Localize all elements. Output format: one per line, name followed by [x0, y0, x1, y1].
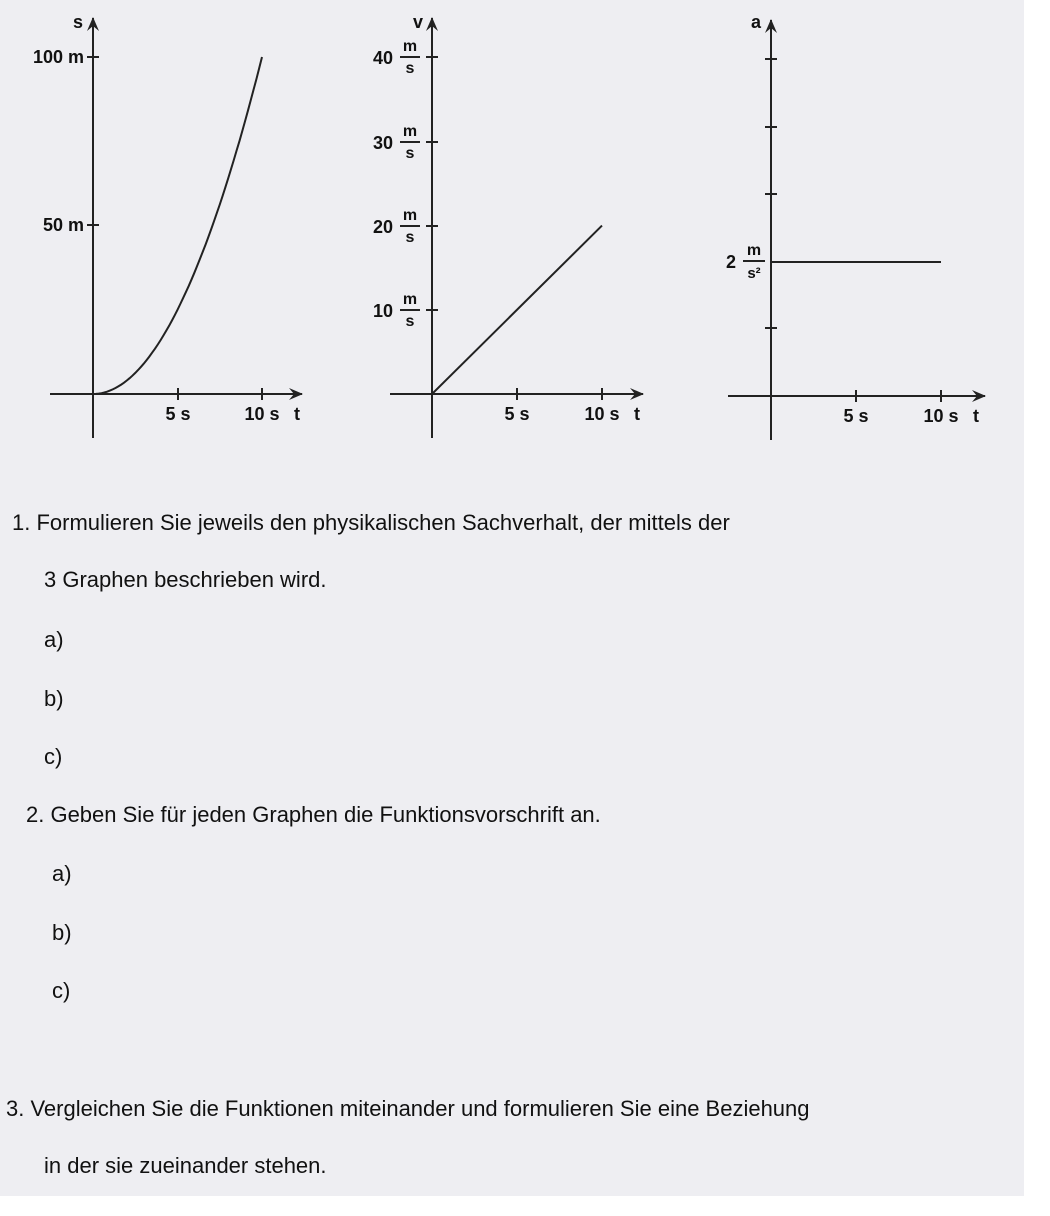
x-tick-label: 10 s: [923, 406, 959, 426]
y-tick-label-2: [726, 242, 765, 282]
unit-numerator: m: [402, 38, 418, 55]
question-2-part-b: b): [52, 920, 72, 945]
unit-denominator: s: [405, 60, 415, 77]
y-tick-label-20: [373, 207, 420, 246]
question-1-part-a: a): [44, 627, 64, 652]
unit-numerator: m: [746, 242, 762, 259]
x-tick-label: 5 s: [165, 404, 191, 424]
unit-numerator: m: [402, 291, 418, 308]
x-tick-label: 5 s: [504, 404, 530, 424]
question-2-text: 2. Geben Sie für jeden Graphen die Funktionsvorschrift an.: [26, 802, 601, 827]
question-1-part-c: c): [44, 744, 63, 769]
unit-numerator: m: [402, 207, 418, 224]
question-1-part-b: b): [44, 686, 64, 711]
y-tick-label-40: [373, 38, 420, 77]
acceleration-time-graph: [726, 12, 985, 440]
time-axis-label: t: [294, 404, 300, 424]
unit-denominator: s: [405, 313, 415, 330]
distance-time-graph: [33, 12, 302, 438]
y-tick-label: 50 m: [42, 215, 84, 235]
velocity-axis-label: v: [413, 12, 424, 32]
time-axis-label: t: [634, 404, 640, 424]
unit-denominator: s: [405, 229, 415, 246]
distance-curve: [93, 57, 262, 394]
motion-graphs: [0, 0, 1050, 470]
y-tick-label-30: [373, 123, 420, 162]
velocity-line: [432, 226, 602, 394]
tick-number: 10: [372, 301, 393, 321]
question-2-part-a: a): [52, 861, 72, 886]
question-1-text: 1. Formulieren Sie jeweils den physikalischen Sachverhalt, der mittels der: [12, 510, 730, 535]
unit-denominator: s: [405, 145, 415, 162]
question-2-part-c: c): [52, 978, 71, 1003]
scan-margin-bottom: [0, 1196, 1050, 1216]
time-axis-label: t: [973, 406, 979, 426]
unit-numerator: m: [402, 123, 418, 140]
question-3-continuation: in der sie zueinander stehen.: [44, 1153, 327, 1178]
question-3-text: 3. Vergleichen Sie die Funktionen miteinander und formulieren Sie eine Beziehung: [6, 1096, 810, 1121]
x-tick-label: 10 s: [244, 404, 280, 424]
tick-number: 20: [372, 217, 393, 237]
distance-axis-label: s: [73, 12, 84, 32]
acceleration-axis-label: a: [751, 12, 762, 32]
y-tick-label: 100 m: [32, 47, 84, 67]
y-tick-label-10: [373, 291, 420, 330]
x-tick-label: 5 s: [843, 406, 869, 426]
tick-number: 2: [725, 252, 736, 272]
velocity-time-graph: [373, 12, 643, 438]
tick-number: 40: [372, 48, 393, 68]
question-1-continuation: 3 Graphen beschrieben wird.: [44, 567, 327, 592]
x-tick-label: 10 s: [584, 404, 620, 424]
unit-denominator: s²: [747, 265, 761, 282]
tick-number: 30: [372, 133, 393, 153]
